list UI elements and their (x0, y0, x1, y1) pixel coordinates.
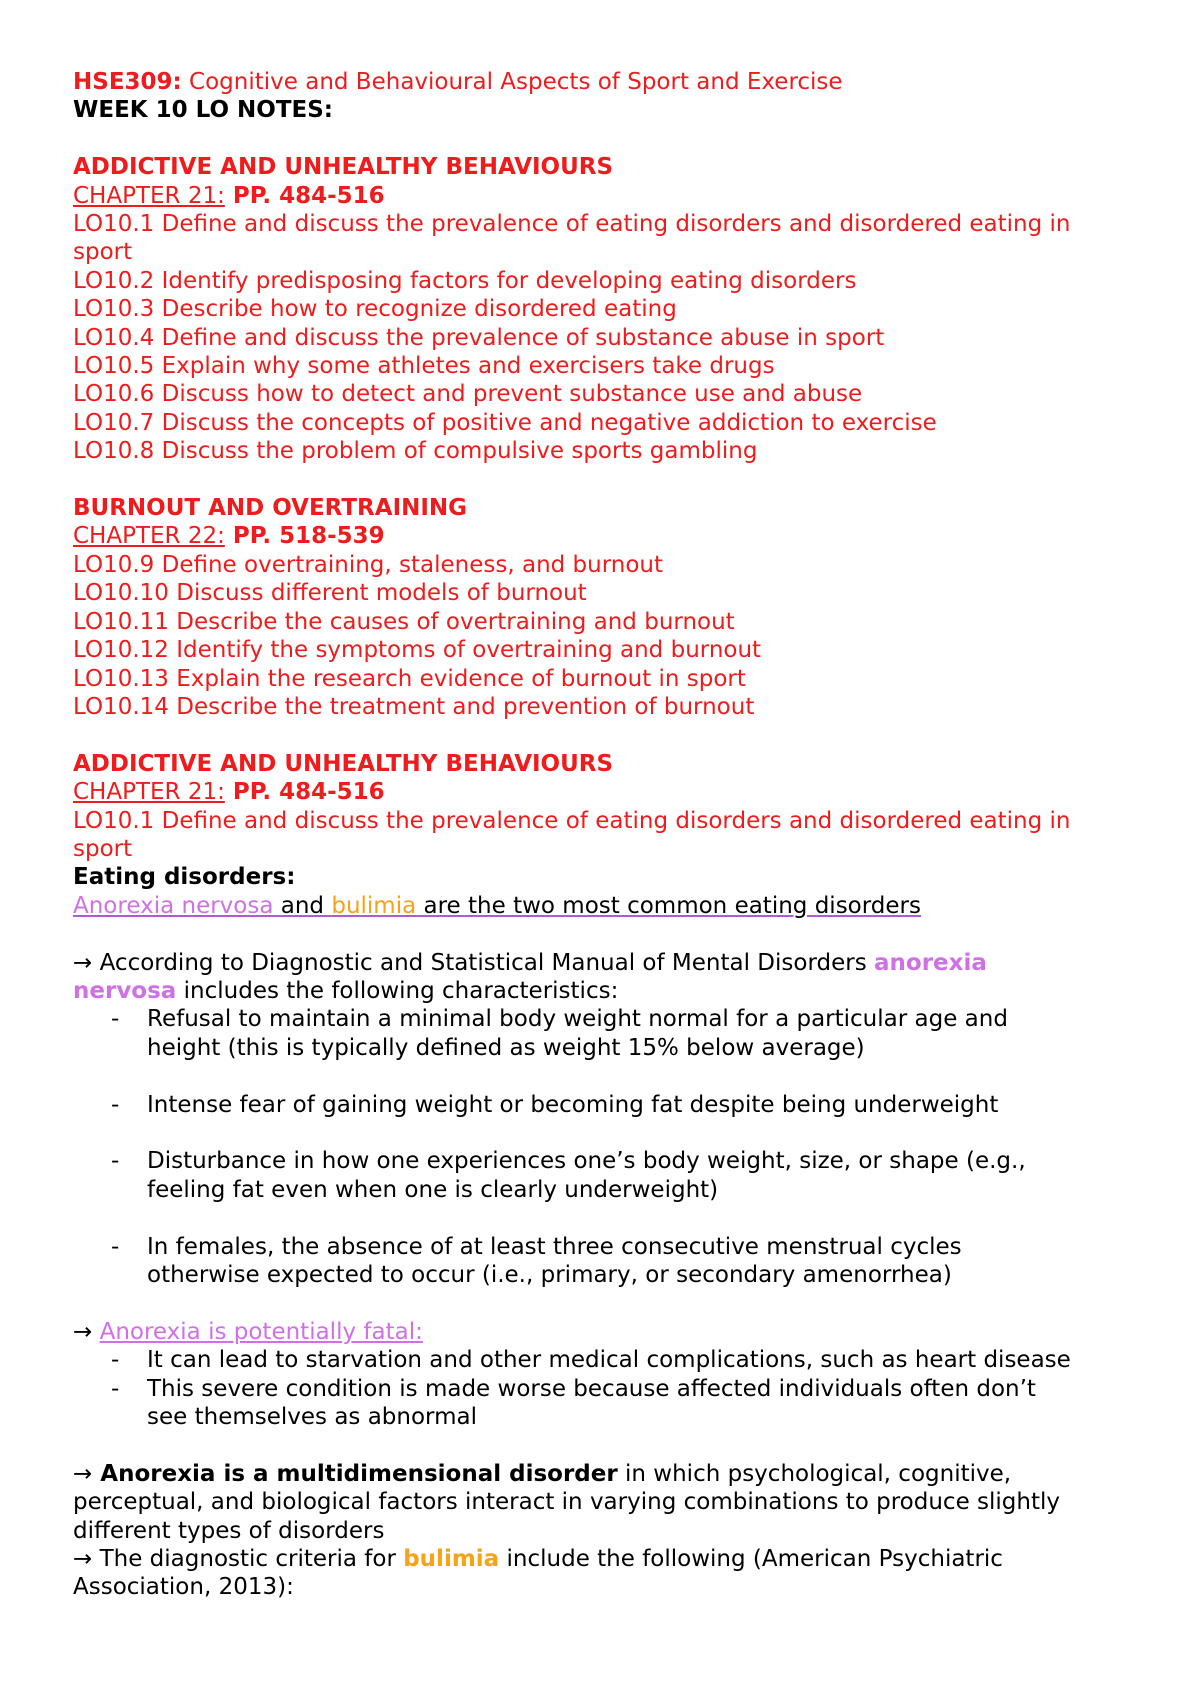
list-item-text: see themselves as abnormal (147, 1403, 477, 1430)
lo-item: LO10.12 Identify the symptoms of overtraining and burnout (73, 637, 762, 664)
spacer (73, 721, 1153, 749)
bulimia-criteria-line-2: Association, 2013): (73, 1574, 294, 1601)
bullet-dash: - (111, 1006, 120, 1033)
lo-item: sport (73, 239, 133, 266)
bullet-dash: - (111, 1233, 120, 1260)
criteria-text: include the following (American Psychiatric (499, 1545, 1003, 1572)
bullet-dash: - (111, 1091, 120, 1118)
list-item-text: height (this is typically defined as weight 15% below average) (147, 1034, 865, 1061)
lo-item: LO10.7 Discuss the concepts of positive and negative addiction to exercise (73, 409, 937, 436)
lo-item: LO10.2 Identify predisposing factors for developing eating disorders (73, 267, 857, 294)
lo-item: sport (73, 835, 133, 862)
chapter-line (73, 522, 1153, 550)
lo-item: LO10.8 Discuss the problem of compulsive sports gambling (73, 438, 758, 465)
list-item (73, 1091, 1153, 1119)
spacer (73, 1062, 1153, 1090)
criteria-text: The diagnostic criteria for (92, 1545, 404, 1572)
anorexia-term: anorexia (874, 949, 987, 976)
multidimensional-line-2: perceptual, and biological factors interact in varying combinations to produce slightly (73, 1489, 1061, 1516)
lo-item: LO10.14 Describe the treatment and prevention of burnout (73, 693, 755, 720)
arrow-icon: → (73, 949, 93, 976)
common-disorders-underlined (73, 893, 921, 919)
chapter-pages: PP. 518-539 (224, 523, 385, 550)
dsm-line-1 (73, 949, 1153, 977)
bullet-dash: - (111, 1347, 120, 1374)
chapter-line (73, 778, 1153, 806)
dsm-text: includes the following characteristics: (176, 977, 619, 1004)
list-item-text: This severe condition is made worse because affected individuals often don’t (147, 1375, 1036, 1402)
arrow-icon: → (73, 1545, 93, 1572)
spacer (73, 920, 1153, 948)
list-item-text: Disturbance in how one experiences one’s body weight, size, or shape (e.g., (147, 1148, 1026, 1175)
spacer (73, 466, 1153, 494)
bulimia-criteria-line-1 (73, 1545, 1153, 1573)
spacer (73, 125, 1153, 153)
course-code: HSE309: (73, 69, 182, 95)
section-heading: BURNOUT AND OVERTRAINING (73, 495, 468, 522)
arrow-icon: → (73, 1318, 93, 1345)
bullet-dash: - (111, 1148, 120, 1175)
multidimensional-text: in which psychological, cognitive, (617, 1460, 1012, 1487)
course-title-line (73, 68, 1153, 96)
document-page (73, 68, 1153, 1602)
list-item (73, 1005, 1153, 1062)
list-item-text: otherwise expected to occur (i.e., primary, or secondary amenorrhea) (147, 1261, 952, 1288)
list-item-text: feeling fat even when one is clearly underweight) (147, 1176, 719, 1203)
course-title: Cognitive and Behavioural Aspects of Sport and Exercise (181, 69, 843, 95)
lo-item: LO10.10 Discuss different models of burnout (73, 580, 587, 607)
bullet-dash: - (111, 1375, 120, 1402)
chapter-pages: PP. 484-516 (224, 779, 385, 806)
spacer (73, 1119, 1153, 1147)
anorexia-term: Anorexia nervosa (73, 892, 274, 919)
chapter-label: CHAPTER 22: (73, 523, 225, 550)
bulimia-term: bulimia (331, 892, 417, 919)
section-heading: ADDICTIVE AND UNHEALTHY BEHAVIOURS (73, 750, 614, 777)
fatal-heading: Anorexia is potentially fatal: (99, 1318, 423, 1345)
spacer (73, 1431, 1153, 1459)
list-item-text: Intense fear of gaining weight or becoming fat despite being underweight (147, 1091, 999, 1118)
list-item-text: In females, the absence of at least three consecutive menstrual cycles (147, 1233, 962, 1260)
lo-item: LO10.4 Define and discuss the prevalence of substance abuse in sport (73, 324, 885, 351)
chapter-label: CHAPTER 21: (73, 182, 225, 209)
dsm-text: According to Diagnostic and Statistical Manual of Mental Disorders (92, 949, 875, 976)
arrow-icon: → (73, 1460, 93, 1487)
bulimia-term: bulimia (403, 1545, 500, 1572)
lo-item: LO10.1 Define and discuss the prevalence of eating disorders and disordered eating in (73, 211, 1071, 238)
lo-item: LO10.6 Discuss how to detect and prevent substance use and abuse (73, 381, 863, 408)
lo-item: LO10.13 Explain the research evidence of burnout in sport (73, 665, 746, 692)
chapter-line (73, 182, 1153, 210)
and-text: and (273, 892, 332, 919)
lo-item: LO10.3 Describe how to recognize disordered eating (73, 296, 677, 323)
common-disorders-line (73, 892, 1153, 920)
nervosa-term: nervosa (73, 977, 177, 1004)
multidimensional-line-1 (73, 1460, 1153, 1488)
section-heading: ADDICTIVE AND UNHEALTHY BEHAVIOURS (73, 154, 614, 181)
list-item (73, 1147, 1153, 1204)
week-title: WEEK 10 LO NOTES: (73, 97, 333, 124)
common-text: are the two most common eating disorders (416, 892, 921, 919)
list-item (73, 1375, 1153, 1432)
list-item-text: It can lead to starvation and other medical complications, such as heart disease (147, 1347, 1071, 1374)
spacer (73, 1204, 1153, 1232)
list-item (73, 1346, 1153, 1374)
list-item (73, 1233, 1153, 1290)
dsm-line-2 (73, 977, 1153, 1005)
lo-item: LO10.5 Explain why some athletes and exercisers take drugs (73, 353, 775, 380)
multidimensional-bold: Anorexia is a multidimensional disorder (92, 1460, 618, 1487)
eating-disorders-heading: Eating disorders: (73, 864, 296, 891)
chapter-pages: PP. 484-516 (224, 182, 385, 209)
spacer (73, 1289, 1153, 1317)
chapter-label: CHAPTER 21: (73, 779, 225, 806)
multidimensional-line-3: different types of disorders (73, 1517, 385, 1544)
lo-item: LO10.11 Describe the causes of overtraining and burnout (73, 608, 735, 635)
fatal-heading-line (73, 1318, 1153, 1346)
lo-item: LO10.1 Define and discuss the prevalence of eating disorders and disordered eating in (73, 807, 1071, 834)
lo-item: LO10.9 Define overtraining, staleness, and burnout (73, 551, 664, 578)
list-item-text: Refusal to maintain a minimal body weight normal for a particular age and (147, 1006, 1008, 1033)
